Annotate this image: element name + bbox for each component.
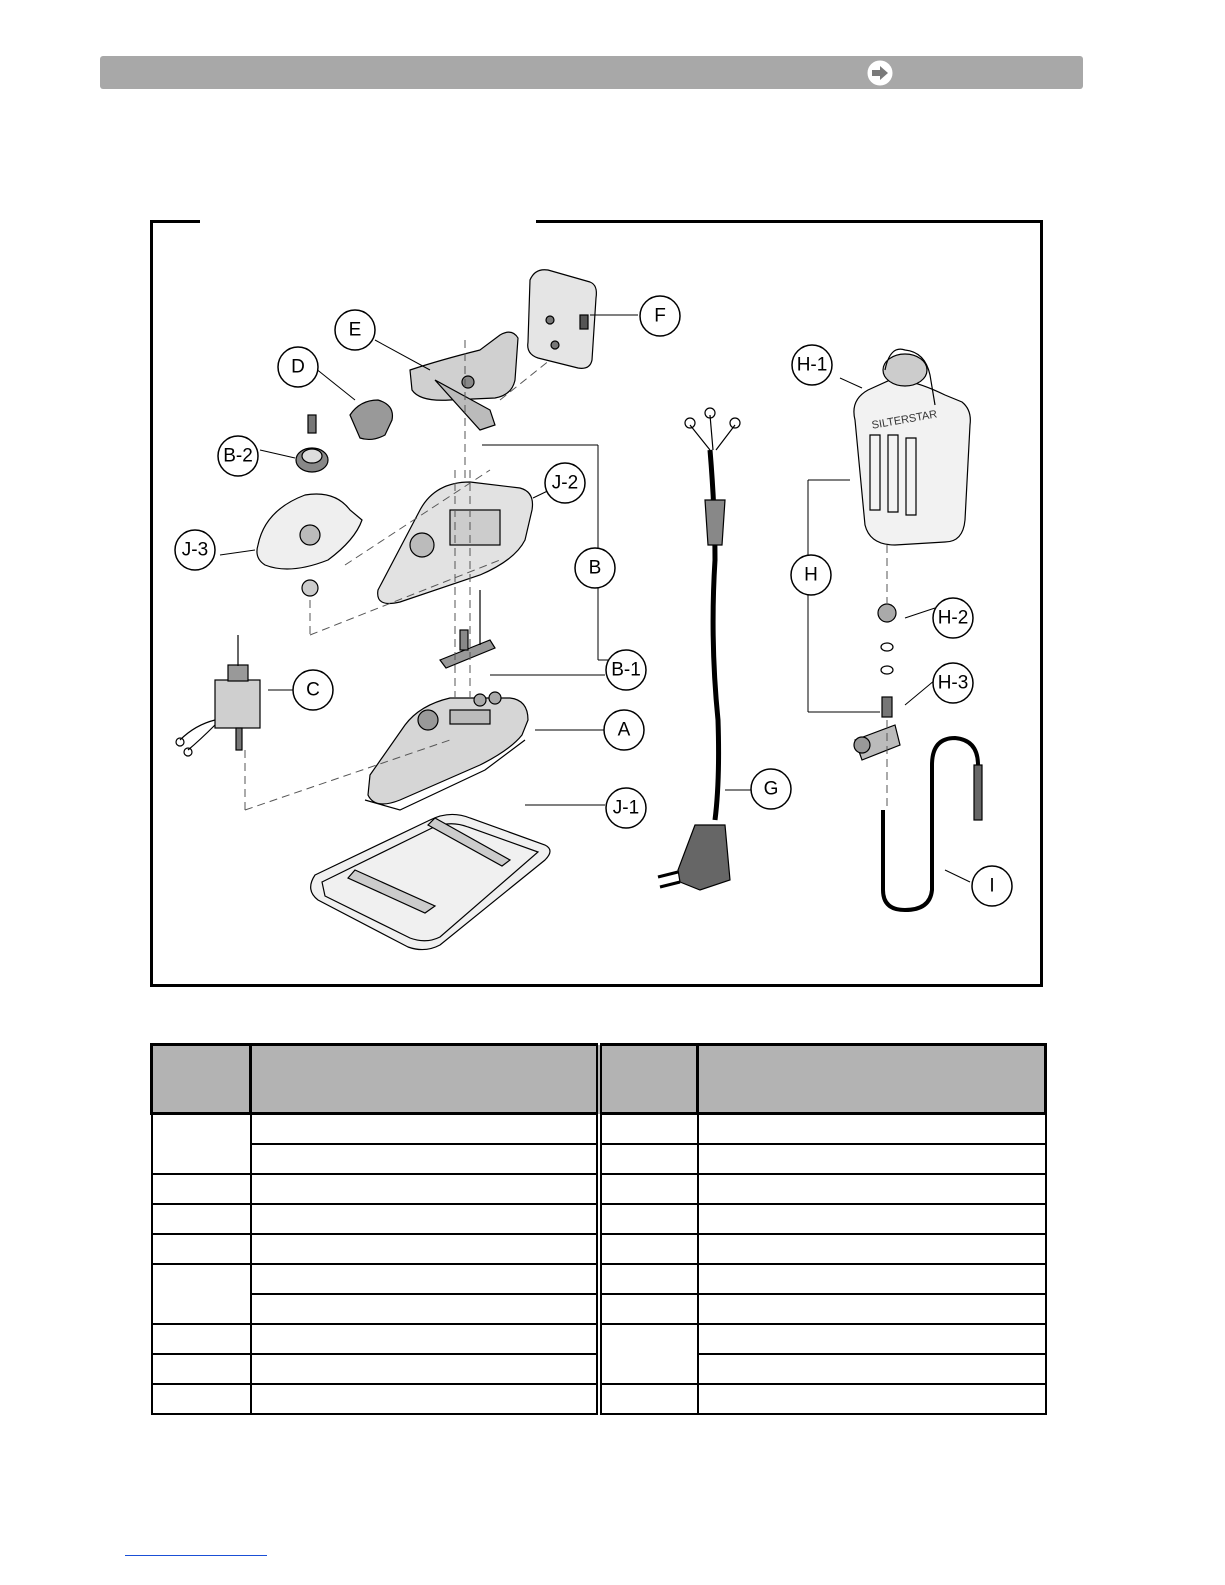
- table-cell: [698, 1324, 1046, 1354]
- parts-table: [150, 1043, 1047, 1415]
- table-cell: [152, 1324, 251, 1354]
- water-hose: [883, 738, 982, 910]
- heel-rest-plate: [257, 494, 362, 596]
- table-cell: [599, 1294, 698, 1324]
- table-cell: [152, 1174, 251, 1204]
- table-cell: [251, 1234, 599, 1264]
- arrow-right-circle-icon[interactable]: [865, 60, 895, 86]
- bottle-brand: SILTERSTAR: [870, 408, 939, 432]
- table-cell: [251, 1264, 599, 1294]
- table-header-cell: [599, 1045, 698, 1114]
- table-cell: [152, 1234, 251, 1264]
- svg-text:B-2: B-2: [223, 445, 253, 467]
- table-cell: [251, 1174, 599, 1204]
- table-cell: [698, 1264, 1046, 1294]
- callout-e: [335, 310, 375, 350]
- iron-body: [365, 692, 528, 810]
- callout-g: [751, 769, 791, 809]
- svg-text:H-3: H-3: [937, 672, 969, 694]
- callout-i: [972, 866, 1012, 906]
- thermostat: [440, 590, 495, 668]
- callout-a: [604, 710, 644, 750]
- callout-j-2: [545, 463, 585, 503]
- table-cell: [599, 1384, 698, 1414]
- table-cell: [698, 1354, 1046, 1384]
- svg-text:D: D: [291, 356, 305, 378]
- svg-text:B: B: [588, 557, 602, 579]
- table-cell: [251, 1384, 599, 1414]
- svg-text:F: F: [654, 305, 666, 327]
- callout-b: [575, 548, 615, 588]
- svg-text:J-1: J-1: [612, 797, 640, 819]
- svg-text:H: H: [804, 564, 818, 586]
- table-cell: [599, 1204, 698, 1234]
- table-cell: [698, 1234, 1046, 1264]
- svg-text:B-1: B-1: [611, 659, 641, 681]
- table-cell: [698, 1174, 1046, 1204]
- iron-rest-mat: [311, 814, 550, 949]
- callout-h: [791, 555, 831, 595]
- table-cell: [599, 1144, 698, 1174]
- table-row: [152, 1234, 1046, 1264]
- table-row: [152, 1144, 1046, 1174]
- callout-j-1: [606, 788, 646, 828]
- callout-b-2: [218, 436, 258, 476]
- steam-valve: [176, 635, 260, 756]
- table-row: [152, 1324, 1046, 1354]
- svg-text:G: G: [763, 778, 779, 800]
- table-cell: [698, 1114, 1046, 1145]
- callout-f: [640, 296, 680, 336]
- header-bar: [100, 56, 1083, 89]
- table-cell: [152, 1264, 251, 1324]
- callout-b-1: [606, 650, 646, 690]
- table-cell: [698, 1294, 1046, 1324]
- svg-text:H-1: H-1: [796, 354, 828, 376]
- callout-j-3: [175, 530, 215, 570]
- table-cell: [251, 1324, 599, 1354]
- table-header-cell: [698, 1045, 1046, 1114]
- table-row: [152, 1294, 1046, 1324]
- exploded-parts-diagram: [150, 220, 1043, 987]
- table-cell: [599, 1234, 698, 1264]
- table-cell: [152, 1354, 251, 1384]
- table-cell: [152, 1114, 251, 1175]
- table-cell: [251, 1294, 599, 1324]
- callout-h-3: [933, 663, 973, 703]
- table-row: [152, 1264, 1046, 1294]
- table-row: [152, 1384, 1046, 1414]
- table-cell: [251, 1204, 599, 1234]
- water-bottle: [854, 349, 970, 545]
- callout-h-1: [792, 345, 832, 385]
- callout-h-2: [933, 598, 973, 638]
- table-header-cell: [152, 1045, 251, 1114]
- cable-cap: [350, 400, 392, 439]
- table-cell: [251, 1354, 599, 1384]
- svg-text:E: E: [348, 319, 362, 341]
- table-cell: [152, 1384, 251, 1414]
- table-cell: [698, 1384, 1046, 1414]
- table-cell: [698, 1144, 1046, 1174]
- table-cell: [599, 1174, 698, 1204]
- table-header-row: [152, 1045, 1046, 1114]
- temperature-knob: [296, 415, 328, 472]
- table-cell: [698, 1204, 1046, 1234]
- svg-text:H-2: H-2: [937, 607, 969, 629]
- table-cell: [251, 1144, 599, 1174]
- svg-text:J-2: J-2: [551, 472, 579, 494]
- table-header-cell: [251, 1045, 599, 1114]
- svg-text:C: C: [306, 679, 320, 701]
- bottle-filter: [854, 604, 900, 760]
- callout-d: [278, 347, 318, 387]
- table-row: [152, 1204, 1046, 1234]
- table-cell: [251, 1114, 599, 1145]
- switch-box: [528, 270, 597, 369]
- iron-handle: [410, 332, 518, 430]
- svg-text:I: I: [989, 875, 995, 897]
- power-cable: [658, 408, 740, 890]
- table-row: [152, 1114, 1046, 1145]
- table-cell: [599, 1324, 698, 1384]
- footer-link-underline[interactable]: [125, 1555, 267, 1556]
- table-cell: [599, 1114, 698, 1145]
- table-row: [152, 1174, 1046, 1204]
- table-cell: [599, 1264, 698, 1294]
- svg-text:A: A: [617, 719, 631, 741]
- svg-text:J-3: J-3: [181, 539, 209, 561]
- table-cell: [152, 1204, 251, 1234]
- callout-c: [293, 670, 333, 710]
